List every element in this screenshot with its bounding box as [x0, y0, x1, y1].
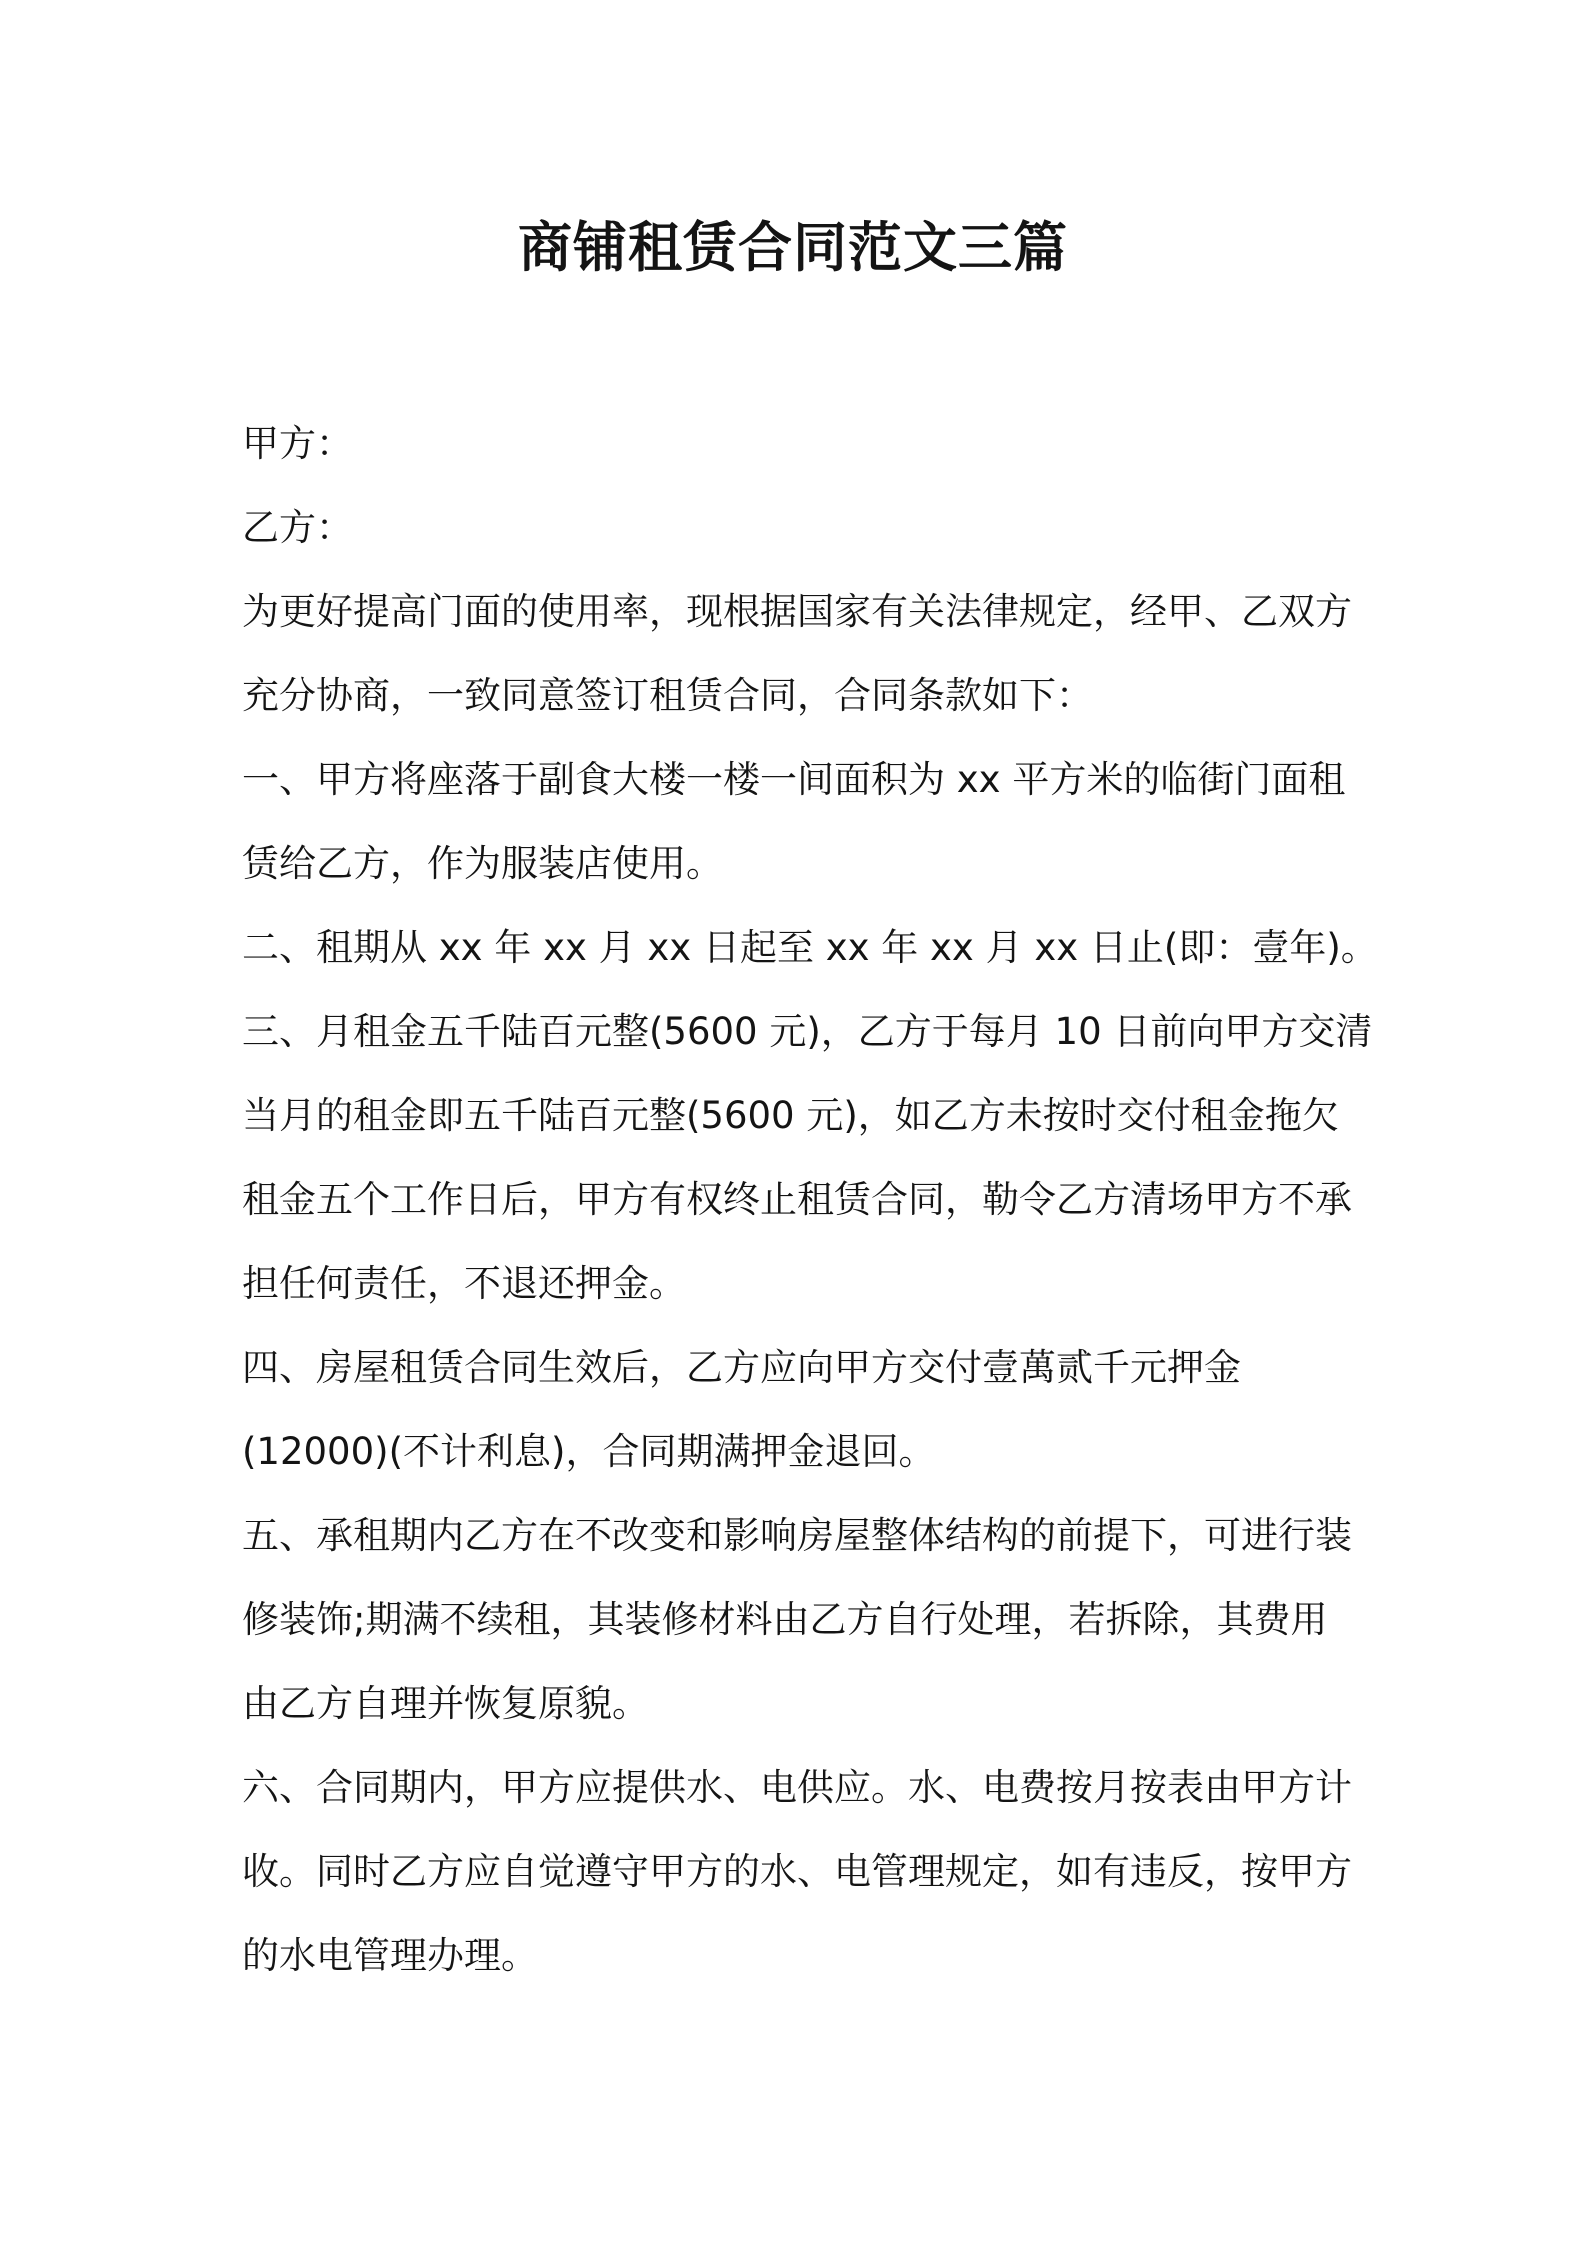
text-line: 甲方：	[242, 422, 353, 465]
text-line: 为更好提高门面的使用率，现根据国家有关法律规定，经甲、乙双方	[242, 590, 1352, 633]
text-line: 二、租期从 xx 年 xx 月 xx 日起至 xx 年 xx 月 xx 日止(即：壹年)。	[242, 926, 1378, 969]
text-line: 一、甲方将座落于副食大楼一楼一间面积为 xx 平方米的临街门面租	[242, 758, 1346, 801]
preamble-paragraph	[242, 570, 1357, 738]
clause-3	[242, 990, 1373, 1326]
clause-6	[242, 1746, 1357, 1998]
text-line: 赁给乙方，作为服装店使用。	[242, 842, 723, 885]
party-b-line	[242, 486, 1357, 570]
text-line: 当月的租金即五千陆百元整(5600 元)，如乙方未按时交付租金拖欠	[242, 1094, 1339, 1137]
text-line: 乙方：	[242, 506, 353, 549]
text-line: 充分协商，一致同意签订租赁合同，合同条款如下：	[242, 674, 1093, 717]
text-line: 租金五个工作日后，甲方有权终止租赁合同，勒令乙方清场甲方不承	[242, 1178, 1352, 1221]
text-line: 六、合同期内，甲方应提供水、电供应。水、电费按月按表由甲方计	[242, 1766, 1352, 1809]
text-line: 收。同时乙方应自觉遵守甲方的水、电管理规定，如有违反，按甲方	[242, 1850, 1352, 1893]
clause-1	[242, 738, 1357, 906]
clause-2	[242, 906, 1378, 990]
text-line: 修装饰;期满不续租，其装修材料由乙方自行处理，若拆除，其费用	[242, 1598, 1328, 1641]
text-line: 的水电管理办理。	[242, 1934, 538, 1977]
clause-5	[242, 1494, 1357, 1746]
text-line: 担任何责任，不退还押金。	[242, 1262, 686, 1305]
document-body	[242, 402, 1378, 1998]
document-title: 商铺租赁合同范文三篇	[518, 216, 1068, 279]
text-line: 三、月租金五千陆百元整(5600 元)，乙方于每月 10 日前向甲方交清	[242, 1010, 1373, 1053]
clause-4	[242, 1326, 1357, 1494]
party-a-line	[242, 402, 1357, 486]
text-line: 由乙方自理并恢复原貌。	[242, 1682, 649, 1725]
text-line: 五、承租期内乙方在不改变和影响房屋整体结构的前提下，可进行装	[242, 1514, 1352, 1557]
text-line: 四、房屋租赁合同生效后，乙方应向甲方交付壹萬贰千元押金	[242, 1346, 1241, 1389]
text-line: (12000)(不计利息)，合同期满押金退回。	[242, 1430, 936, 1473]
